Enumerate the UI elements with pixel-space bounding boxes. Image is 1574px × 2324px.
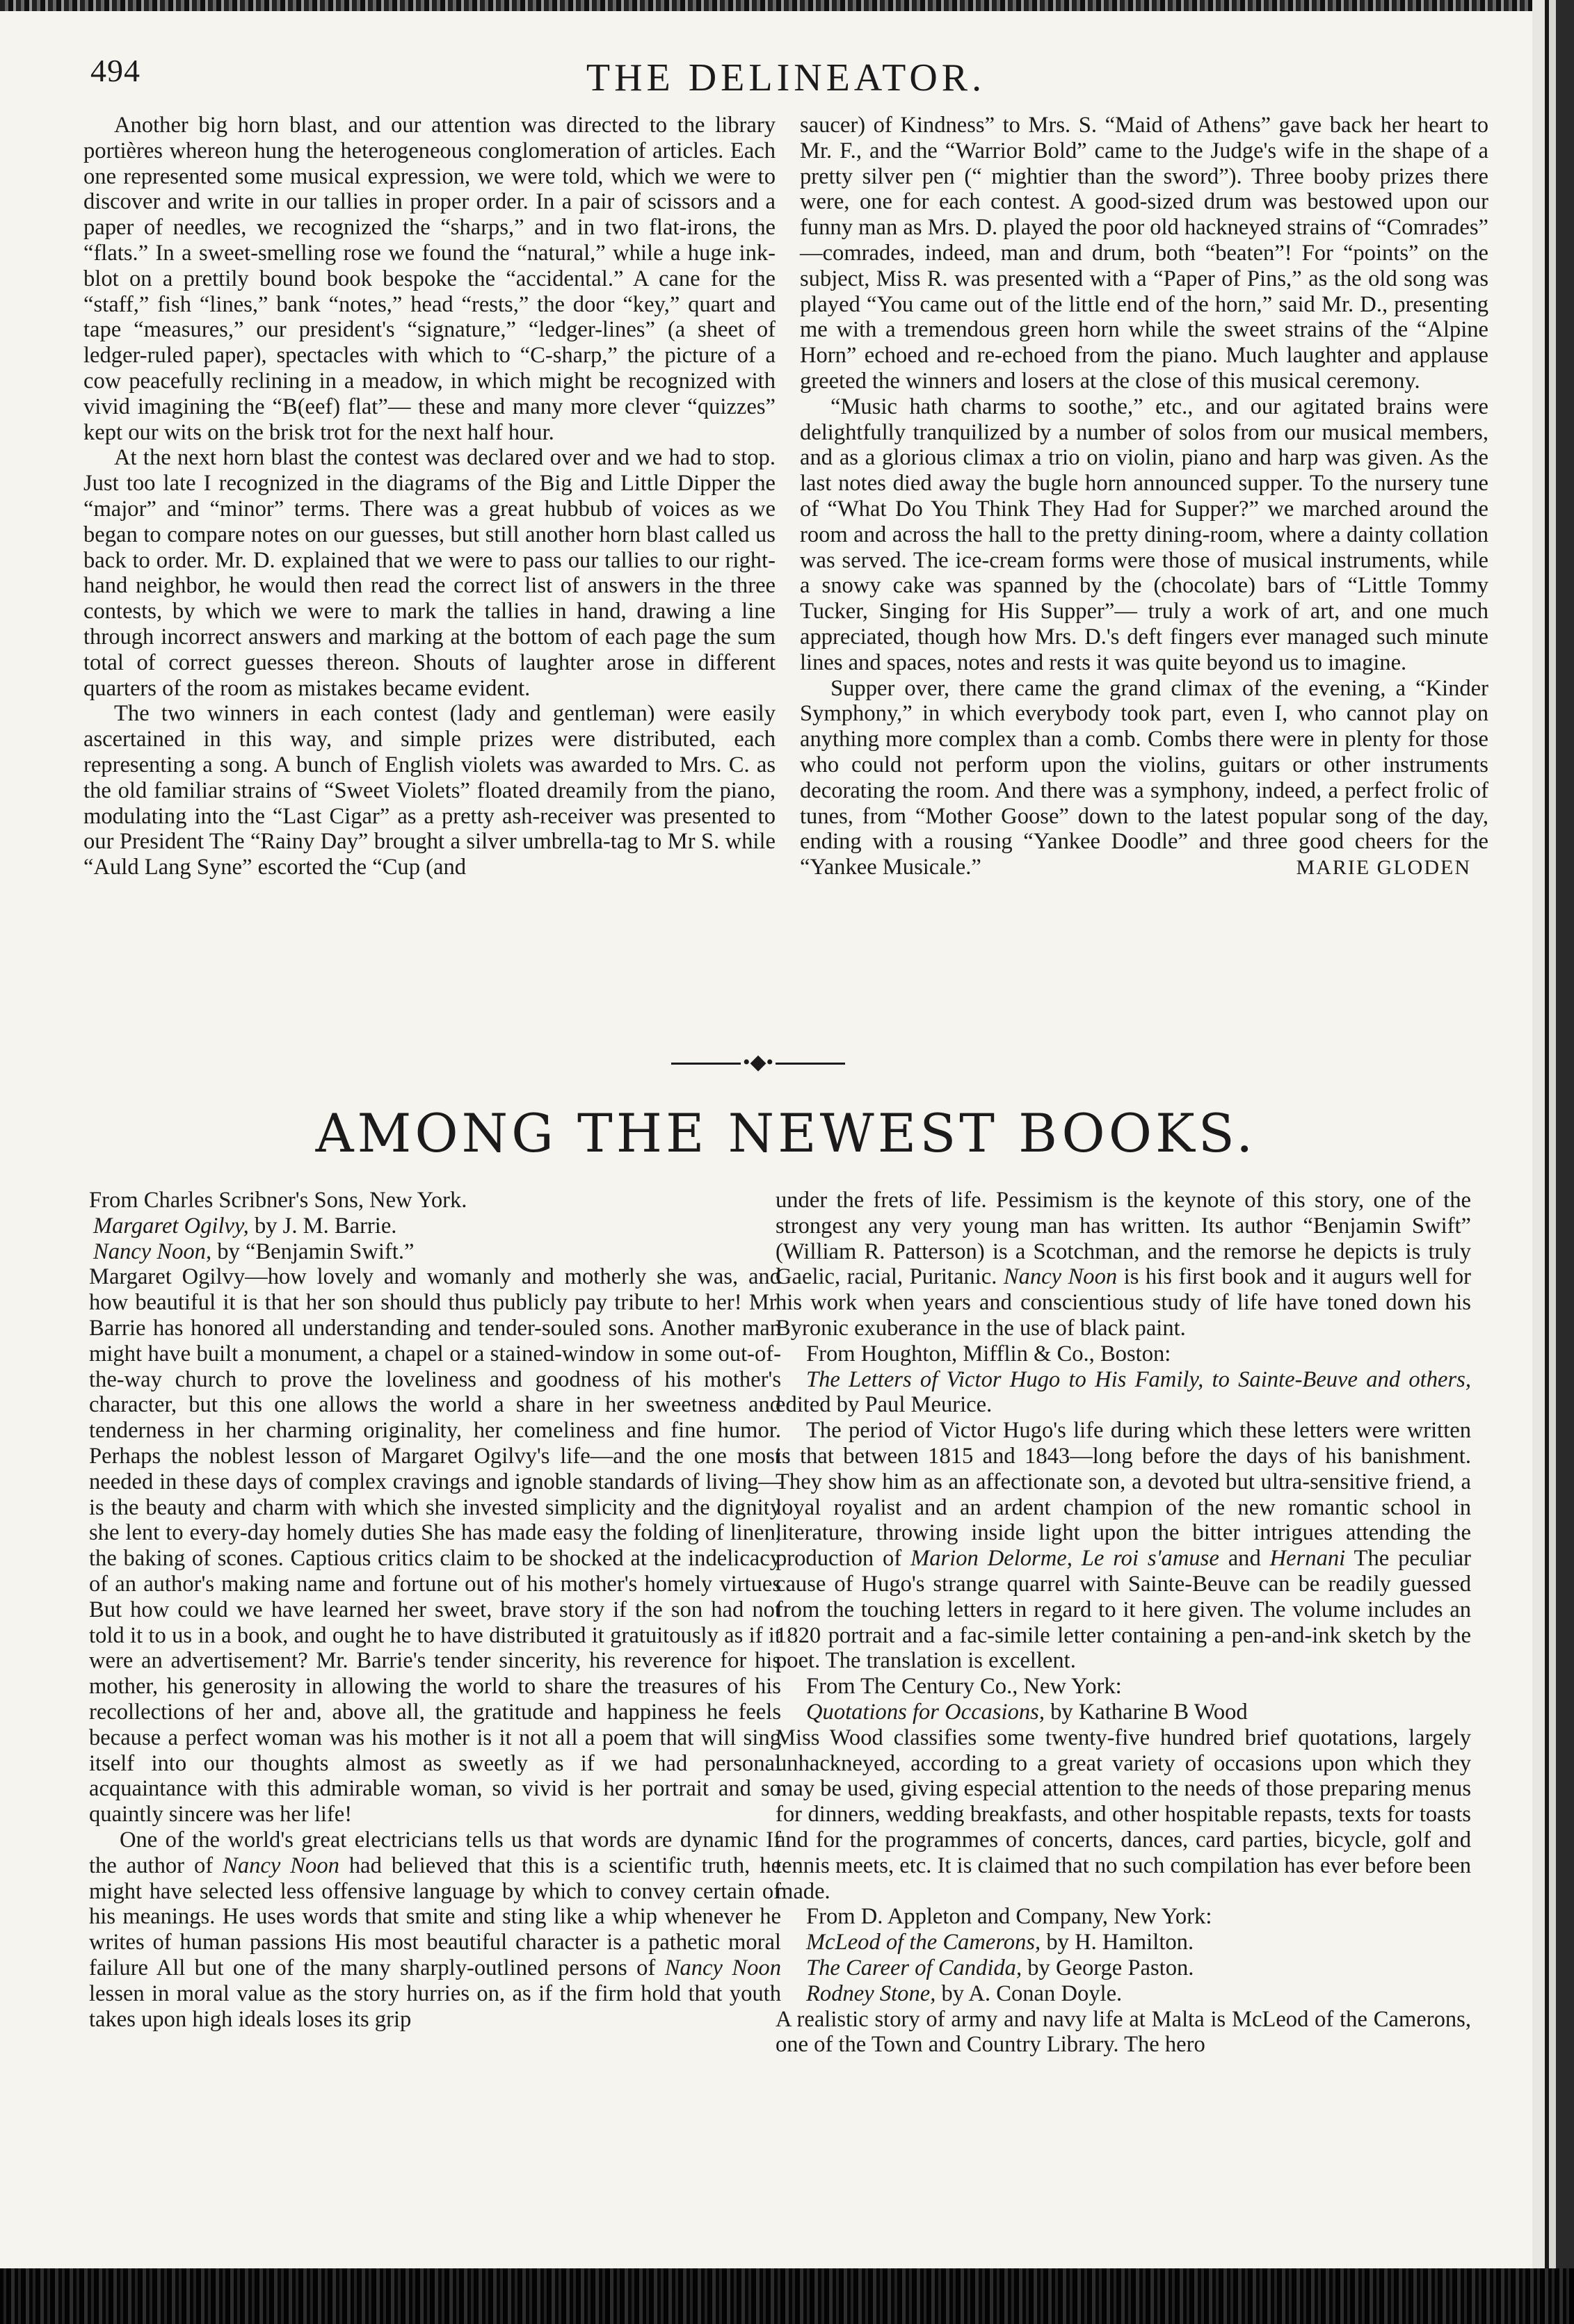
book-title-inline: Hernani (1269, 1546, 1346, 1572)
scan-edge-bottom (0, 2268, 1574, 2324)
review-paragraph (776, 1188, 1471, 1341)
publisher-line: From Houghton, Mifflin & Co., Boston: (806, 1341, 1171, 1366)
book-title-inline: Marion Delorme, Le roi s'amuse (910, 1546, 1219, 1572)
divider-rule-left (671, 1063, 741, 1065)
book-author: by J. M. Barrie. (248, 1213, 397, 1238)
book-title-inline: Nancy Noon (1003, 1264, 1118, 1290)
book-entry (776, 1981, 1471, 2007)
article-paragraph: “Music hath charms to soothe,” etc., and our agitated brains were delightfully tranquilized by a number of solos from our musical members, and as a glorious climax a trio on violin, piano and harp was given. As the last notes died away the bugle horn announced supper. To the nursery tune of “What Do You Think They Had for Supper?” we marched around the room and across the hall to the pretty dining-room, where a dainty collation was served. The ice-cream forms were those of musical instruments, while a snowy cake was spanned by the (chocolate) bars of “Little Tommy Tucker, Singing for His Supper”— truly a work of art, and one much appreciated, though how Mrs. D.'s deft fingers ever managed such minute lines and spaces, notes and rests it was quite beyond us to imagine. (800, 394, 1488, 675)
review-paragraph: A realistic story of army and navy life at Malta is McLeod of the Camerons, one of the Town and Country Library. The hero (776, 2006, 1471, 2058)
books-column-right (776, 1188, 1471, 2058)
page-header (83, 49, 1488, 111)
article-paragraph: The two winners in each contest (lady and gentleman) were easily ascertained in this way, and simple prizes were distributed, each representing a song. A bunch of English violets was awarded to Mrs. C. as the old familiar strains of “Sweet Violets” floated dreamily from the piano, modulating into the “Last Cigar” as a pretty ash-receiver was presented to our President The “Rainy Day” brought a silver umbrella-tag to Mr S. while “Auld Lang Syne” escorted the “Cup (and (83, 701, 776, 880)
publisher-line: From Charles Scribner's Sons, New York. (89, 1188, 467, 1213)
review-paragraph (776, 1418, 1471, 1674)
review-text: One of the world's great electricians tells us that words are dynamic If the author of (89, 1827, 781, 1878)
scan-edge-right (1532, 0, 1574, 2324)
page-number: 494 (90, 53, 140, 88)
review-paragraph (89, 1827, 781, 2032)
book-author: by Katharine B Wood (1044, 1699, 1248, 1725)
article-paragraph: Supper over, there came the grand climax of the evening, a “Kinder Symphony,” in which everybody took part, even I, who cannot play on anything more complex than a comb. Combs there were in plenty for those who could not perform upon the violins, guitars or other instruments decorating the room. And there was a symphony, indeed, a perfect frolic of tunes, from “Mother Goose” down to the latest popular song of the day, ending with a rousing “Yankee Doodle” and three good cheers for the “Yankee Musicale.” (800, 675, 1488, 880)
book-entry (776, 1955, 1471, 1981)
running-title: THE DELINEATOR. (586, 56, 986, 99)
book-title: Quotations for Occasions, (806, 1699, 1045, 1725)
publisher-line: From The Century Co., New York: (806, 1674, 1122, 1700)
divider-rule-right (776, 1063, 845, 1065)
article-column-left (83, 113, 776, 880)
book-author: by A. Conan Doyle. (935, 1980, 1123, 2006)
book-title: The Letters of Victor Hugo to His Family, to Sainte-Beuve and others, (806, 1366, 1471, 1392)
publisher-line: From D. Appleton and Company, New York: (806, 1904, 1212, 1930)
section-divider (671, 1051, 845, 1074)
book-entry (776, 1930, 1471, 1955)
review-text: under the frets of life. Pessimism is the keynote of this story, one of the strongest any very young man has written. Its author “Benjamin Swift” (William R. Patterson) is a Scotchman, and the remorse he depicts is truly Gaelic, racial, Puritanic. (776, 1188, 1471, 1290)
review-text: The period of Victor Hugo's life during which these letters were written is that between 1815 and 1843—long before the days of his banishment. They show him as an affectionate son, a devoted but ultra-sensitive friend, a loyal royalist and an ardent champion of the new romantic school in literature, throwing inside light upon the bitter intrigues attending the production of (776, 1418, 1471, 1572)
review-paragraph: Margaret Ogilvy—how lovely and womanly and motherly she was, and how beautiful it is that her son should thus publicly pay tribute to her! Mr. Barrie has honored all understanding and tender-souled sons. Another man might have built a monument, a chapel or a stained-window in some out-of-the-way church to prove the loveliness and goodness of his mother's character, but this one allows the world a share in her sweetness and tenderness in her charming originality, her comeliness and fine humor. Perhaps the noblest lesson of Margaret Ogilvy's life—and the one most needed in these days of complex cravings and ignoble standards of living—is the beauty and charm with which she invested simplicity and the dignity she lent to every-day homely duties She has made easy the folding of linen, the baking of scones. Captious critics claim to be shocked at the indelicacy of an author's making name and fortune out of his mother's homely virtues But how could we have learned her sweet, brave story if the son had not told it to us in a book, and ought he to have distributed it gratuitously as if it were an advertisement? Mr. Barrie's tender sincerity, his reverence for his mother, his generosity in allowing the world to share the treasures of his recollections of her and, above all, the gratitude and happiness he feels because a perfect woman was his mother is it not all a poem that will sing itself into our thoughts almost as sweetly as if we had personal acquaintance with this admirable woman, so vivid is her portrait and so quaintly sincere was her life! (89, 1264, 781, 1827)
book-title: The Career of Candida, (806, 1955, 1022, 1980)
review-text: lessen in moral value as the story hurries on, as if the firm hold that youth takes upon high ideals loses its grip (89, 1980, 781, 2032)
book-entry (776, 1700, 1471, 1725)
book-title-inline: Nancy Noon (223, 1853, 339, 1878)
book-entry (776, 1367, 1471, 1419)
book-author: by George Paston. (1022, 1955, 1194, 1980)
review-text: and (1219, 1546, 1270, 1572)
book-author: by H. Hamilton. (1041, 1930, 1194, 1955)
article-paragraph: At the next horn blast the contest was declared over and we had to stop. Just too late I recognized in the diagrams of the Big and Little Dipper the “major” and “minor” terms. There was a great hubbub of voices as we began to compare notes on our guesses, but still another horn blast called us back to order. Mr. D. explained that we were to pass our tallies to our right-hand neighbor, he would then read the correct list of answers in the three contests, by which we were to mark the tallies in hand, drawing a line through incorrect answers and marking at the bottom of each page the sum total of correct guesses thereon. Shouts of laughter arose in different quarters of the room as mistakes became evident. (83, 445, 776, 701)
review-paragraph: Miss Wood classifies some twenty-five hundred brief quotations, largely unhackneyed, according to a great variety of occasions upon which they may be used, giving especial attention to the needs of those preparing menus for dinners, wedding breakfasts, and other hospitable repasts, texts for toasts and for the programmes of concerts, dances, card parties, bicycle, golf and tennis meets, etc. It is claimed that no such compilation has ever before been made. (776, 1725, 1471, 1904)
book-author: by “Benjamin Swift.” (211, 1238, 415, 1264)
book-title: Nancy Noon, (93, 1238, 212, 1264)
books-column-left (89, 1188, 781, 2032)
book-author: edited by Paul Meurice. (776, 1392, 993, 1418)
review-text: had believed that this is a scientific truth, he might have selected less offensive language by which to convey certain of his meanings. He uses words that smite and sting like a whip whenever he writes of human passions His most beautiful character is a pathetic moral failure All but one of the many sharply-outlined persons of (89, 1853, 782, 1980)
review-text: is his first book and it augurs well for his work when years and conscientious study of life have toned down his Byronic exuberance in the use of black paint. (776, 1264, 1471, 1341)
book-entry (89, 1239, 781, 1265)
author-signature: MARIE GLODEN (1296, 855, 1471, 879)
article-column-right (800, 113, 1488, 881)
book-title-inline: Nancy Noon (664, 1955, 781, 1980)
book-title: Margaret Ogilvy, (93, 1213, 249, 1238)
book-entry (89, 1213, 781, 1239)
book-title: Rodney Stone, (806, 1980, 936, 2006)
review-text: The peculiar cause of Hugo's strange quarrel with Sainte-Beuve can be readily guessed from the touching letters in regard to it here given. The volume includes an 1820 portrait and a fac-simile letter containing a pen-and-ink sketch by the poet. The translation is excellent. (776, 1546, 1471, 1674)
divider-ornament: •◆• (742, 1051, 774, 1074)
section-title: AMONG THE NEWEST BOOKS. (315, 1102, 1257, 1164)
article-paragraph: Another big horn blast, and our attention was directed to the library portières whereon hung the heterogeneous conglomeration of articles. Each one represented some musical expression, we were told, which we were to discover and write in our tallies in proper order. In a pair of scissors and a paper of needles, we recognized the “sharps,” and in two flat-irons, the “flats.” In a sweet-smelling rose we found the “natural,” while a huge ink-blot on a prettily bound book bespoke the “accidental.” A cane for the “staff,” fish “lines,” bank “notes,” head “rests,” the door “key,” quart and tape “measures,” our president's “signature,” “ledger-lines” (a sheet of ledger-ruled paper), spectacles with which to “C-sharp,” the picture of a cow peacefully reclining in a meadow, in which might be recognized with vivid imagining the “B(eef) flat”— these and many more clever “quizzes” kept our wits on the brisk trot for the next half hour. (83, 113, 776, 445)
book-title: McLeod of the Camerons, (806, 1930, 1041, 1955)
scan-edge-top (0, 0, 1574, 11)
article-paragraph: saucer) of Kindness” to Mrs. S. “Maid of Athens” gave back her heart to Mr. F., and the “Warrior Bold” came to the Judge's wife in the shape of a pretty silver pen (“ mightier than the sword”). Three booby prizes there were, one for each contest. A good-sized drum was bestowed upon our funny man as Mrs. D. played the poor old hackneyed strains of “Comrades” —comrades, indeed, man and drum, both “beaten”! For “points” on the subject, Miss R. was presented with a “Paper of Pins,” as the old song was played “You came out of the little end of the horn,” said Mr. D., presenting me with a tremendous green horn while the sweet strains of the “Alpine Horn” echoed and re-echoed from the piano. Much laughter and applause greeted the winners and losers at the close of this musical ceremony. (800, 113, 1488, 394)
